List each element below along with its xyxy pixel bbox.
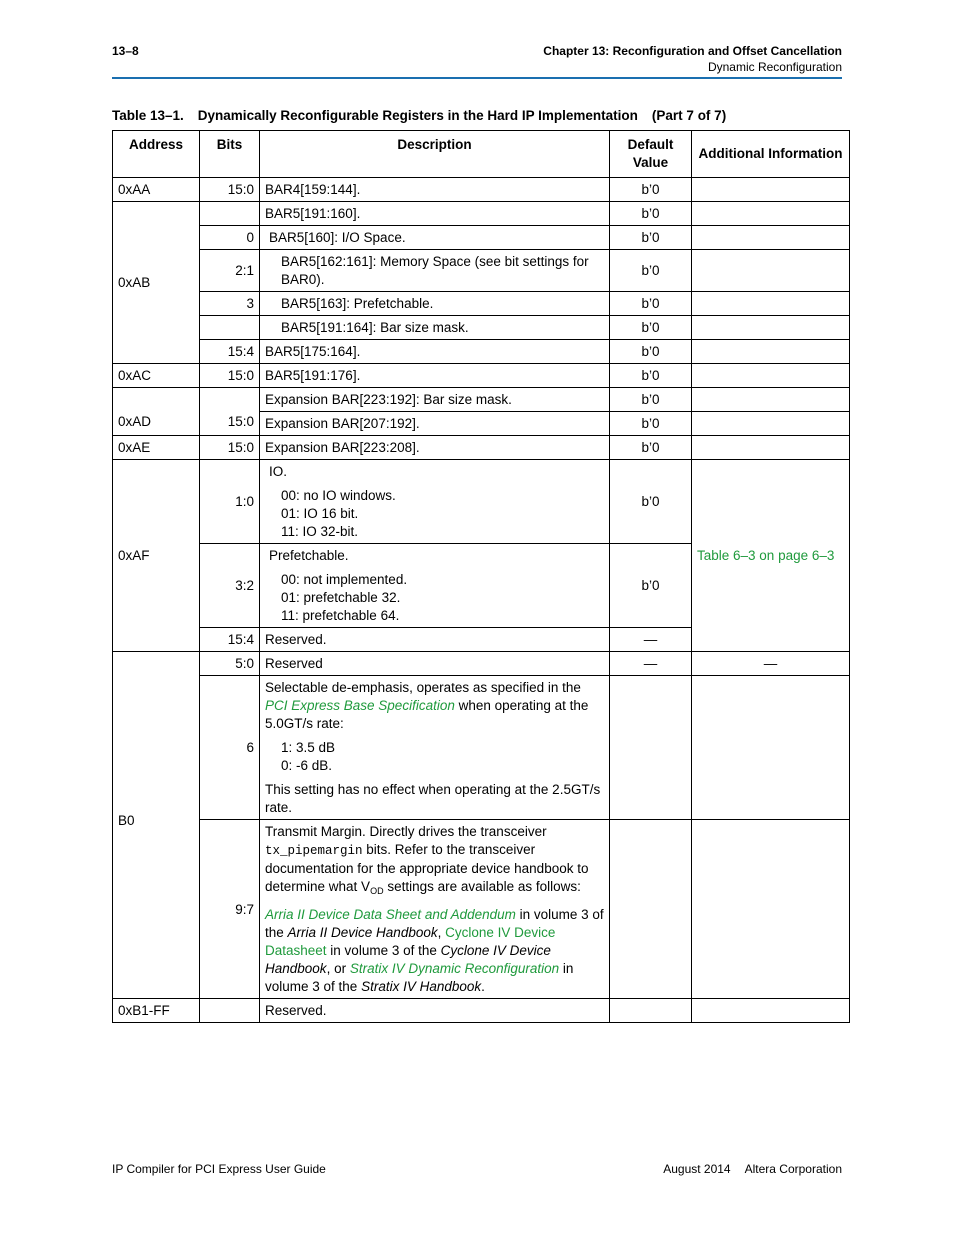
- cell-default: b’0: [610, 340, 692, 364]
- cell-info: [692, 820, 850, 999]
- io-option: 01: IO 16 bit.: [281, 506, 359, 521]
- cell-bits: 5:0: [200, 652, 260, 676]
- cell-default: b’0: [610, 412, 692, 436]
- table-row: [113, 652, 850, 676]
- margin-references: [265, 906, 604, 996]
- text-span: in volume 3 of the: [265, 907, 604, 940]
- section-title: Dynamic Reconfiguration: [707, 60, 842, 74]
- footer-company: Altera Corporation: [744, 1162, 842, 1176]
- cell-description: BAR5[191:176].: [260, 364, 610, 388]
- register-table: [112, 130, 850, 1023]
- cell-bits: [200, 316, 260, 340]
- caption-part: (Part 7 of 7): [651, 108, 727, 123]
- cell-address: 0xAA: [113, 178, 200, 202]
- cell-description: Expansion BAR[223:208].: [260, 436, 610, 460]
- cell-info: [692, 436, 850, 460]
- cell-info: [692, 202, 850, 226]
- cell-info: [692, 178, 850, 202]
- cell-info: [692, 412, 850, 436]
- handbook-title: Cyclone IV Device Handbook: [265, 943, 551, 976]
- cell-description: BAR4[159:144].: [260, 178, 610, 202]
- cell-description: BAR5[175:164].: [260, 340, 610, 364]
- prefetch-option: 11: prefetchable 64.: [281, 608, 400, 623]
- cell-default: b’0: [610, 226, 692, 250]
- signal-name: tx_pipemargin: [265, 844, 363, 858]
- col-header-default-value: Default Value: [610, 131, 692, 178]
- cell-default: —: [610, 652, 692, 676]
- cell-default: b’0: [610, 292, 692, 316]
- cell-bits: 15:0: [200, 436, 260, 460]
- cell-default: b’0: [610, 364, 692, 388]
- cell-description: [260, 676, 610, 820]
- cell-description: Reserved.: [260, 628, 610, 652]
- text-span: ,: [437, 925, 446, 940]
- prefetch-option: 00: not implemented.: [281, 572, 408, 587]
- cell-address: 0xAF: [113, 460, 200, 652]
- cell-info: [692, 364, 850, 388]
- cell-default: [610, 999, 692, 1023]
- handbook-title: Stratix IV Handbook: [361, 979, 482, 994]
- description-text: BAR5[162:161]: Memory Space (see bit settings for BAR0).: [281, 254, 589, 287]
- deemphasis-option: 1: 3.5 dB: [281, 740, 336, 755]
- prefetch-option: 01: prefetchable 32.: [281, 590, 401, 605]
- text-span: when operating at the 5.0GT/s rate:: [265, 698, 589, 731]
- header-rule: [112, 77, 842, 79]
- cell-info: [692, 999, 850, 1023]
- cell-description: [260, 460, 610, 544]
- margin-text: [265, 823, 604, 900]
- cell-description: [260, 820, 610, 999]
- footer-date: August 2014: [663, 1162, 731, 1176]
- cell-bits: 6: [200, 676, 260, 820]
- cell-info: —: [692, 652, 850, 676]
- cell-description: [260, 316, 610, 340]
- cell-info: [692, 226, 850, 250]
- deemphasis-text: [265, 679, 604, 733]
- cell-default: b’0: [610, 460, 692, 544]
- table-row: [113, 388, 850, 412]
- cell-description: Expansion BAR[207:192].: [260, 412, 610, 436]
- subscript: OD: [370, 886, 384, 896]
- table-row: [113, 226, 850, 250]
- arria-ii-datasheet-link[interactable]: Arria II Device Data Sheet and Addendum: [265, 907, 516, 922]
- cell-address: 0xAE: [113, 436, 200, 460]
- running-header: [543, 43, 842, 75]
- text-span: Selectable de-emphasis, operates as specified in the: [265, 680, 581, 695]
- cell-address: 0xAC: [113, 364, 200, 388]
- text-span: Transmit Margin. Directly drives the transceiver: [265, 824, 547, 839]
- table-6-3-link[interactable]: Table 6–3 on page 6–3: [697, 548, 835, 563]
- table-row: [113, 676, 850, 820]
- cell-bits: 3: [200, 292, 260, 316]
- description-text: BAR5[163]: Prefetchable.: [281, 296, 434, 311]
- page-number: 13–8: [112, 44, 139, 58]
- cell-description: Expansion BAR[223:192]: Bar size mask.: [260, 388, 610, 412]
- table-row: [113, 340, 850, 364]
- cell-bits: 0: [200, 226, 260, 250]
- cell-address: 0xAD: [113, 388, 200, 436]
- table-row: [113, 364, 850, 388]
- table-row: [113, 820, 850, 999]
- text-span: in volume 3 of the: [326, 943, 441, 958]
- cell-info: [692, 460, 850, 652]
- cell-default: b’0: [610, 436, 692, 460]
- cell-bits: 15:4: [200, 628, 260, 652]
- cell-description: Reserved.: [260, 999, 610, 1023]
- col-header-description: Description: [260, 131, 610, 178]
- description-text: BAR5[160]: I/O Space.: [269, 230, 406, 245]
- cell-bits: 15:0: [200, 388, 260, 436]
- pci-express-spec-link[interactable]: PCI Express Base Specification: [265, 698, 455, 713]
- handbook-title: Arria II Device Handbook: [287, 925, 438, 940]
- cell-default: b’0: [610, 178, 692, 202]
- deemphasis-option: 0: -6 dB.: [281, 758, 333, 773]
- cell-default: [610, 820, 692, 999]
- text-span: , or: [326, 961, 350, 976]
- cell-bits: 3:2: [200, 544, 260, 628]
- cell-description: Reserved: [260, 652, 610, 676]
- prefetch-title: Prefetchable.: [269, 548, 349, 563]
- table-row: [113, 292, 850, 316]
- cell-address: 0xB1-FF: [113, 999, 200, 1023]
- cell-info: [692, 292, 850, 316]
- cell-default: [610, 676, 692, 820]
- cell-bits: 15:0: [200, 364, 260, 388]
- cell-description: BAR5[191:160].: [260, 202, 610, 226]
- cell-description: [260, 292, 610, 316]
- table-row: [113, 178, 850, 202]
- caption-label: Table 13–1.: [112, 108, 184, 123]
- footer-right: [663, 1162, 842, 1176]
- cyclone-iv-datasheet-link[interactable]: Cyclone IV Device Datasheet: [265, 925, 556, 958]
- cell-bits: 15:4: [200, 340, 260, 364]
- cell-info: [692, 250, 850, 292]
- cell-address: 0xAB: [113, 202, 200, 364]
- cell-description: [260, 544, 610, 628]
- cell-info: [692, 316, 850, 340]
- chapter-title: Chapter 13: Reconfiguration and Offset Cancellation: [543, 44, 842, 58]
- table-header-row: [113, 131, 850, 178]
- cell-bits: 9:7: [200, 820, 260, 999]
- cell-description: [260, 226, 610, 250]
- cell-info: [692, 388, 850, 412]
- io-option: 11: IO 32-bit.: [281, 524, 359, 539]
- col-header-address: Address: [113, 131, 200, 178]
- cell-bits: 1:0: [200, 460, 260, 544]
- text-span: bits. Refer to the transceiver documentation for the appropriate device handbook to determine what V: [265, 842, 589, 894]
- cell-bits: 2:1: [200, 250, 260, 292]
- cell-default: b’0: [610, 388, 692, 412]
- deemphasis-options: [265, 739, 604, 775]
- cell-info: [692, 340, 850, 364]
- cell-default: b’0: [610, 316, 692, 340]
- col-header-additional-info: Additional Information: [692, 131, 850, 178]
- caption-title: Dynamically Reconfigurable Registers in the Hard IP Implementation: [197, 108, 638, 123]
- table-row: [113, 999, 850, 1023]
- cell-default: b’0: [610, 202, 692, 226]
- cell-address: B0: [113, 652, 200, 999]
- cell-default: b’0: [610, 544, 692, 628]
- io-title: IO.: [269, 464, 288, 479]
- table-row: [113, 460, 850, 544]
- table-row: [113, 202, 850, 226]
- cell-bits: [200, 202, 260, 226]
- text-span: settings are available as follows:: [383, 879, 581, 894]
- cell-default: b’0: [610, 250, 692, 292]
- stratix-iv-reconfig-link[interactable]: Stratix IV Dynamic Reconfiguration: [349, 961, 560, 976]
- table-row: [113, 250, 850, 292]
- cell-info: [692, 676, 850, 820]
- text-span: in volume 3 of the: [265, 961, 574, 994]
- table-caption: [112, 108, 726, 123]
- cell-bits: [200, 999, 260, 1023]
- footer-title: IP Compiler for PCI Express User Guide: [112, 1162, 326, 1176]
- cell-default: —: [610, 628, 692, 652]
- description-text: BAR5[191:164]: Bar size mask.: [281, 320, 469, 335]
- text-span: .: [481, 979, 485, 994]
- table-row: [113, 436, 850, 460]
- deemphasis-note: This setting has no effect when operating at the 2.5GT/s rate.: [265, 782, 601, 815]
- io-option: 00: no IO windows.: [281, 488, 396, 503]
- cell-bits: 15:0: [200, 178, 260, 202]
- col-header-bits: Bits: [200, 131, 260, 178]
- cell-description: [260, 250, 610, 292]
- table-row: [113, 316, 850, 340]
